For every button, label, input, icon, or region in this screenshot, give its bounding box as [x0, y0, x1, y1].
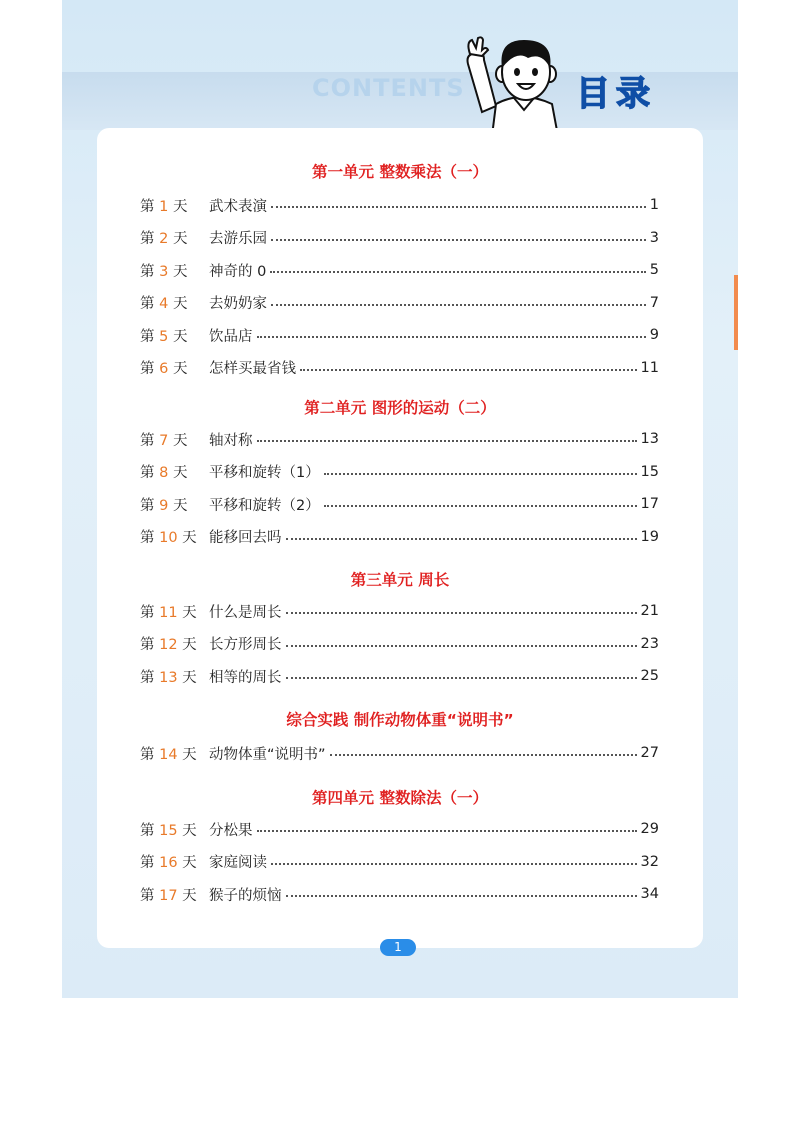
contents-label: CONTENTS: [312, 74, 465, 102]
dot-leader: [324, 505, 637, 507]
entry-title: 动物体重“说明书”: [209, 746, 326, 763]
toc-entry[interactable]: [140, 526, 659, 548]
toc-entry[interactable]: [140, 227, 659, 249]
day-label: [140, 633, 209, 654]
unit-heading: 第二单元 图形的运动（二）: [304, 399, 496, 417]
entry-page: 19: [640, 528, 659, 545]
day-prefix: 第: [140, 637, 160, 653]
day-prefix: 第: [140, 465, 160, 481]
day-label: [140, 260, 209, 281]
day-prefix: 第: [140, 746, 160, 763]
day-label: [140, 494, 209, 515]
day-number: 7: [159, 432, 169, 449]
toc-entry[interactable]: [140, 428, 659, 450]
entry-title: 去游乐园: [209, 231, 267, 247]
toc-entry[interactable]: [140, 324, 659, 346]
day-prefix: 第: [140, 822, 160, 839]
day-label: [140, 601, 209, 622]
day-prefix: 第: [140, 231, 160, 247]
dot-leader: [286, 645, 637, 647]
toc-entry[interactable]: [140, 600, 659, 622]
dot-leader: [270, 271, 645, 273]
day-suffix: 天: [177, 855, 197, 871]
entry-title: 饮品店: [209, 328, 253, 345]
entry-title: 轴对称: [209, 432, 253, 449]
toc-entry[interactable]: [140, 742, 659, 764]
entry-title: 神奇的 0: [209, 263, 267, 280]
day-number: 13: [159, 669, 178, 686]
day-label: [140, 292, 209, 313]
edge-tab: [734, 275, 738, 350]
day-suffix: 天: [177, 669, 197, 686]
entry-title: 武术表演: [209, 198, 267, 215]
entry-page: 25: [640, 668, 659, 684]
day-number: 5: [159, 328, 169, 345]
entry-page: 23: [640, 635, 659, 652]
page-number-badge: 1: [380, 939, 416, 956]
toc-entry[interactable]: [140, 292, 659, 314]
day-prefix: 第: [140, 198, 160, 215]
entry-title: 能移回去吗: [209, 530, 282, 546]
day-suffix: 天: [168, 198, 188, 215]
day-number: 8: [159, 465, 169, 481]
day-suffix: 天: [177, 530, 197, 546]
day-number: 17: [159, 887, 178, 904]
day-label: [140, 357, 209, 378]
day-suffix: 天: [177, 822, 197, 839]
day-prefix: 第: [140, 530, 160, 546]
entry-page: 11: [640, 359, 659, 376]
day-suffix: 天: [168, 497, 188, 514]
day-prefix: 第: [140, 669, 160, 686]
day-suffix: 天: [168, 361, 188, 377]
entry-page: 1: [649, 197, 659, 213]
entry-page: 17: [640, 496, 659, 512]
day-prefix: 第: [140, 361, 160, 377]
entry-page: 3: [649, 229, 659, 246]
toc-entry[interactable]: [140, 851, 659, 873]
day-suffix: 天: [168, 432, 188, 449]
entry-title: 平移和旋转（2）: [209, 497, 320, 514]
toc-entry[interactable]: [140, 883, 659, 905]
day-label: [140, 819, 209, 840]
entry-title: 去奶奶家: [209, 296, 267, 312]
day-label: [140, 461, 209, 482]
day-suffix: 天: [177, 746, 197, 763]
page-title: 目录: [576, 74, 656, 114]
dot-leader: [257, 830, 637, 832]
toc-entry[interactable]: [140, 194, 659, 216]
day-suffix: 天: [168, 231, 188, 247]
day-number: 15: [159, 822, 178, 839]
entry-page: 15: [640, 463, 659, 480]
day-number: 3: [159, 263, 169, 280]
unit-heading: 综合实践 制作动物体重“说明书”: [286, 711, 514, 729]
day-label: [140, 666, 209, 687]
day-number: 11: [159, 604, 178, 621]
toc-entry[interactable]: [140, 665, 659, 687]
day-number: 2: [159, 231, 169, 247]
toc-entry[interactable]: [140, 357, 659, 379]
entry-page: 5: [649, 262, 659, 278]
dot-leader: [286, 895, 637, 897]
day-suffix: 天: [177, 637, 197, 653]
day-number: 14: [159, 746, 178, 763]
dot-leader: [271, 863, 637, 865]
entry-page: 34: [640, 886, 659, 902]
dot-leader: [300, 369, 637, 371]
day-prefix: 第: [140, 604, 160, 621]
day-prefix: 第: [140, 296, 160, 312]
entry-title: 猴子的烦恼: [209, 887, 282, 904]
day-number: 4: [159, 296, 169, 312]
entry-page: 29: [640, 821, 659, 837]
day-prefix: 第: [140, 855, 160, 871]
day-label: [140, 884, 209, 905]
entry-page: 13: [640, 431, 659, 447]
day-label: [140, 429, 209, 450]
day-suffix: 天: [168, 328, 188, 345]
toc-card: [97, 128, 703, 948]
day-number: 12: [159, 637, 178, 653]
day-label: [140, 227, 209, 248]
toc-entry[interactable]: [140, 818, 659, 840]
entry-page: 27: [640, 745, 659, 761]
day-prefix: 第: [140, 887, 160, 904]
day-suffix: 天: [168, 263, 188, 280]
entry-title: 分松果: [209, 822, 253, 839]
toc-entry[interactable]: [140, 633, 659, 655]
dot-leader: [330, 754, 637, 756]
day-label: [140, 851, 209, 872]
dot-leader: [286, 538, 637, 540]
day-prefix: 第: [140, 497, 160, 514]
entry-title: 家庭阅读: [209, 855, 267, 871]
toc-entry[interactable]: [140, 493, 659, 515]
unit-heading: 第一单元 整数乘法（一）: [312, 163, 488, 181]
day-prefix: 第: [140, 432, 160, 449]
day-label: [140, 195, 209, 216]
waving-boy-illustration: [462, 28, 582, 136]
entry-title: 什么是周长: [209, 604, 282, 621]
unit-heading: 第四单元 整数除法（一）: [312, 789, 488, 807]
entry-page: 9: [649, 327, 659, 343]
day-number: 16: [159, 855, 178, 871]
toc-entry[interactable]: [140, 461, 659, 483]
entry-page: 7: [649, 294, 659, 311]
dot-leader: [286, 677, 637, 679]
day-suffix: 天: [168, 465, 188, 481]
entry-title: 怎样买最省钱: [209, 361, 296, 377]
day-number: 9: [159, 497, 169, 514]
dot-leader: [257, 440, 637, 442]
dot-leader: [324, 473, 637, 475]
day-number: 1: [159, 198, 169, 215]
day-suffix: 天: [177, 604, 197, 621]
entry-title: 相等的周长: [209, 669, 282, 686]
dot-leader: [271, 239, 646, 241]
day-label: [140, 526, 209, 547]
entry-page: 32: [640, 853, 659, 870]
day-suffix: 天: [168, 296, 188, 312]
entry-page: 21: [640, 603, 659, 619]
day-label: [140, 743, 209, 764]
entry-title: 长方形周长: [209, 637, 282, 653]
entry-title: 平移和旋转（1）: [209, 465, 320, 481]
day-number: 10: [159, 530, 178, 546]
day-suffix: 天: [177, 887, 197, 904]
dot-leader: [286, 612, 637, 614]
dot-leader: [271, 304, 646, 306]
dot-leader: [257, 336, 646, 338]
toc-entry[interactable]: [140, 259, 659, 281]
unit-heading: 第三单元 周长: [350, 571, 450, 589]
day-number: 6: [159, 361, 169, 377]
day-prefix: 第: [140, 328, 160, 345]
day-label: [140, 325, 209, 346]
dot-leader: [271, 206, 646, 208]
day-prefix: 第: [140, 263, 160, 280]
